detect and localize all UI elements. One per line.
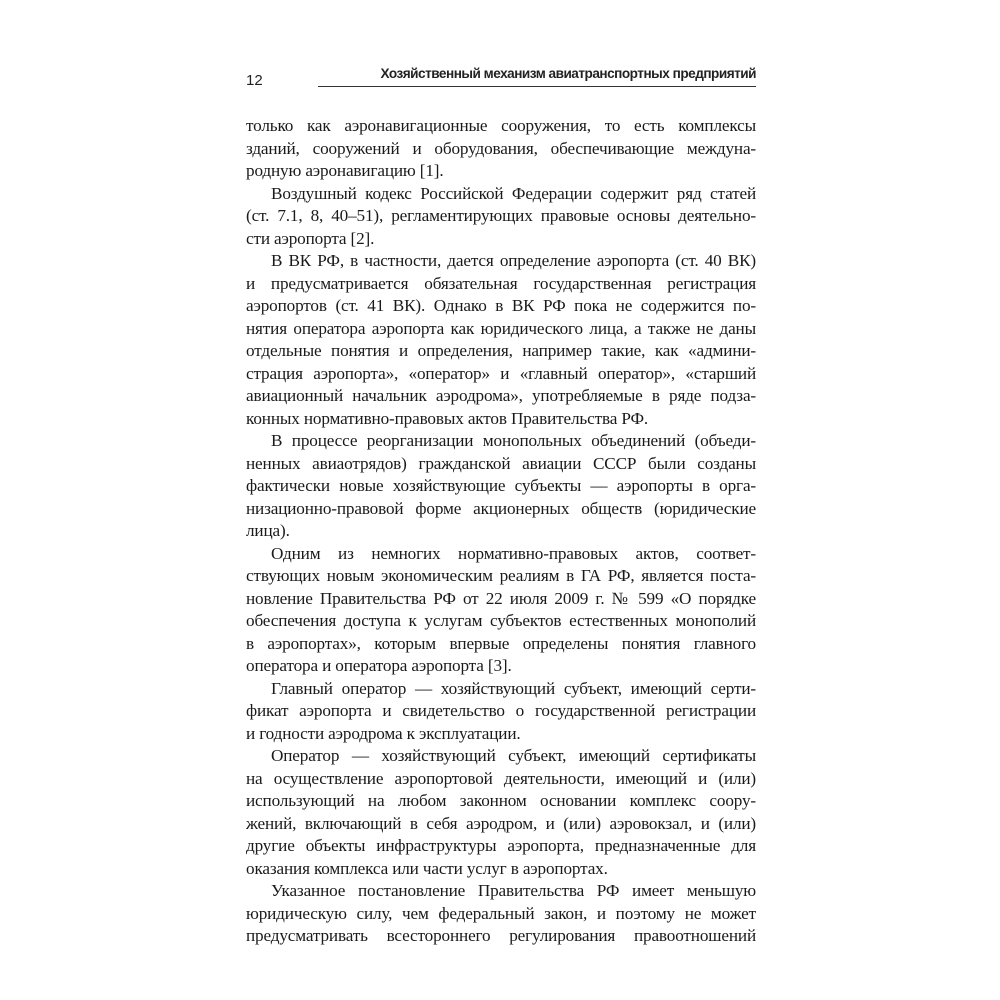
text-line: аэропортов (ст. 41 ВК). Однако в ВК РФ пока не содержится по- bbox=[246, 296, 756, 315]
text-line: Оператор — хозяйствующий субъект, имеющий сертификаты bbox=[271, 746, 756, 765]
text-line: новление Правительства РФ от 22 июля 2009 г. № 599 «О порядке bbox=[246, 588, 756, 608]
text-line: сти аэропорта [2]. bbox=[246, 228, 375, 248]
text-line: на осуществление аэропортовой деятельности, имеющий и (или) bbox=[246, 768, 756, 788]
paragraph bbox=[246, 543, 756, 678]
text-line: авиационный начальник аэродрома», употребляемые в ряде подза- bbox=[246, 386, 756, 405]
paragraph bbox=[246, 745, 756, 880]
text-line: ненных авиаотрядов) гражданской авиации СССР были созданы bbox=[246, 453, 756, 473]
text-line: В процессе реорганизации монопольных объединений (объеди- bbox=[271, 431, 756, 450]
text-line: юридическую силу, чем федеральный закон, и поэтому не может bbox=[246, 903, 756, 923]
text-line: зданий, сооружений и оборудования, обеспечивающие междуна- bbox=[246, 138, 756, 158]
text-line: родную аэронавигацию [1]. bbox=[246, 161, 444, 180]
text-line: конных нормативно-правовых актов Правительства РФ. bbox=[246, 408, 649, 428]
header-rule bbox=[318, 86, 756, 87]
paragraph bbox=[246, 183, 756, 251]
text-line: только как аэронавигационные сооружения, то есть комплексы bbox=[246, 116, 756, 135]
text-line: низационно-правовой форме акционерных обществ (юридические bbox=[246, 498, 756, 518]
text-line: и предусматривается обязательная государственная регистрация bbox=[246, 273, 756, 293]
text-line: и годности аэродрома к эксплуатации. bbox=[246, 723, 521, 743]
paragraph bbox=[246, 430, 756, 543]
text-line: нятия оператора аэропорта как юридического лица, а также не даны bbox=[246, 318, 756, 338]
paragraph bbox=[246, 880, 756, 948]
text-line: Главный оператор — хозяйствующий субъект, имеющий серти- bbox=[271, 678, 756, 698]
text-line: Воздушный кодекс Российской Федерации содержит ряд статей bbox=[271, 183, 756, 203]
paragraph bbox=[246, 678, 756, 746]
text-line: страция аэропорта», «оператор» и «главный оператор», «старший bbox=[246, 363, 756, 383]
text-line: оператора и оператора аэропорта [3]. bbox=[246, 656, 512, 675]
text-line: использующий на любом законном основании комплекс соору- bbox=[246, 791, 756, 810]
text-line: фикат аэропорта и свидетельство о государственной регистрации bbox=[246, 701, 756, 720]
text-line: отдельные понятия и определения, например такие, как «админи- bbox=[246, 341, 756, 360]
text-line: обеспечения доступа к услугам субъектов естественных монополий bbox=[246, 611, 756, 630]
paragraph bbox=[246, 115, 756, 183]
text-line: В ВК РФ, в частности, дается определение аэропорта (ст. 40 ВК) bbox=[271, 251, 756, 270]
text-line: (ст. 7.1, 8, 40–51), регламентирующих правовые основы деятельно- bbox=[246, 206, 756, 225]
body-text bbox=[246, 115, 756, 948]
text-line: лица). bbox=[246, 521, 290, 540]
text-line: ствующих новым экономическим реалиям в ГА РФ, является поста- bbox=[246, 566, 756, 585]
text-line: жений, включающий в себя аэродром, и (или) аэровокзал, и (или) bbox=[246, 813, 756, 833]
text-line: предусматривать всестороннего регулирования правоотношений bbox=[246, 926, 756, 945]
text-line: Указанное постановление Правительства РФ имеет меньшую bbox=[271, 881, 756, 900]
text-line: оказания комплекса или части услуг в аэропортах. bbox=[246, 858, 608, 878]
text-line: фактически новые хозяйствующие субъекты — аэропорты в орга- bbox=[246, 476, 756, 495]
paragraph bbox=[246, 250, 756, 430]
page-number: 12 bbox=[246, 72, 263, 89]
text-line: Одним из немногих нормативно-правовых актов, соответ- bbox=[271, 543, 756, 563]
text-line: в аэропортах», которым впервые определены понятия главного bbox=[246, 633, 756, 653]
running-header-title: Хозяйственный механизм авиатранспортных предприятий bbox=[380, 66, 756, 81]
text-line: другие объекты инфраструктуры аэропорта, предназначенные для bbox=[246, 836, 756, 855]
